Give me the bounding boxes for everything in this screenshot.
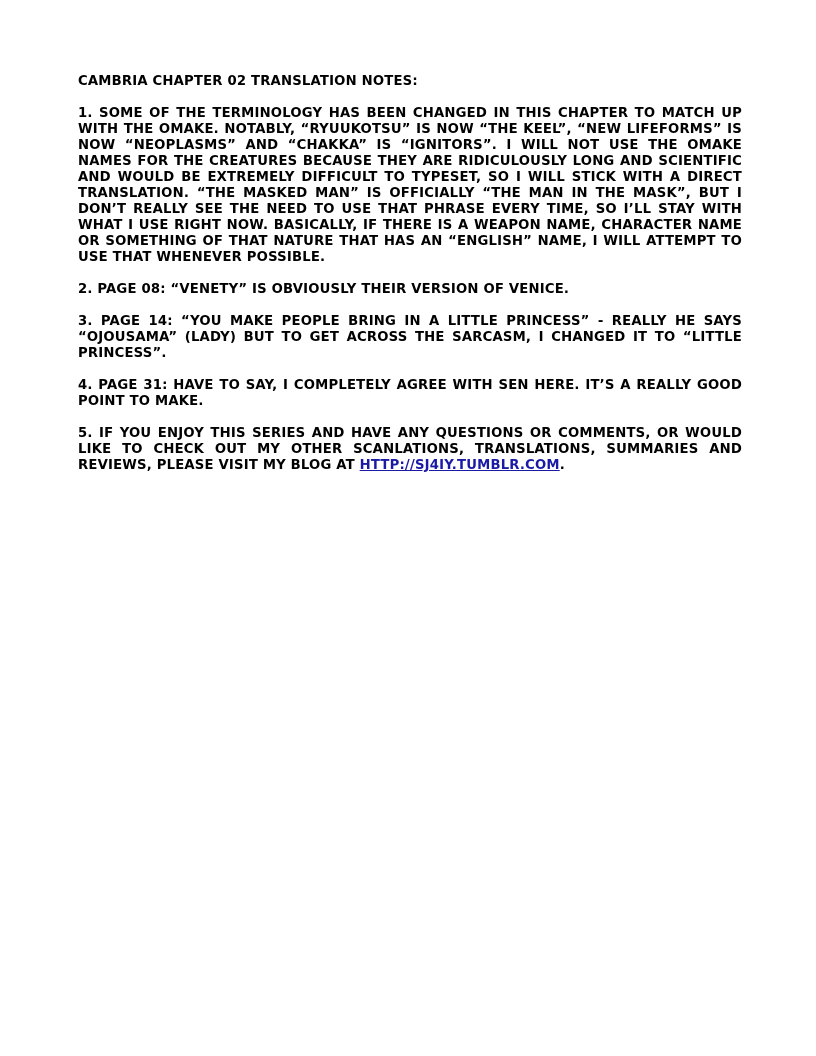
notes-title: CAMBRIA CHAPTER 02 TRANSLATION NOTES:	[78, 74, 418, 89]
translation-notes	[78, 74, 742, 490]
note-5	[78, 426, 742, 474]
note-4: 4. PAGE 31: HAVE TO SAY, I COMPLETELY AGREE WITH SEN HERE. IT’S A REALLY GOOD POINT TO MAKE.	[78, 378, 742, 409]
note-5-trailing: .	[559, 458, 565, 473]
note-3: 3. PAGE 14: “YOU MAKE PEOPLE BRING IN A LITTLE PRINCESS” - REALLY HE SAYS “OJOUSAMA” (LADY) BUT TO GET ACROSS THE SARCASM, I CHANGED IT TO “LITTLE PRINCESS”.	[78, 314, 742, 361]
note-1: 1. SOME OF THE TERMINOLOGY HAS BEEN CHANGED IN THIS CHAPTER TO MATCH UP WITH THE OMAKE. NOTABLY, “RYUUKOTSU” IS NOW “THE KEEL”, “NEW LIFEFORMS” IS NOW “NEOPLASMS” AND “CHAKKA” IS “IGNITORS”. I WILL NOT USE THE OMAKE NAMES FOR THE CREATURES BECAUSE THEY ARE RIDICULOUSLY LONG AND SCIENTIFIC AND WOULD BE EXTREMELY DIFFICULT TO TYPESET, SO I WILL STICK WITH A DIRECT TRANSLATION. “THE MASKED MAN” IS OFFICIALLY “THE MAN IN THE MASK”, BUT I DON’T REALLY SEE THE NEED TO USE THAT PHRASE EVERY TIME, SO I’LL STAY WITH WHAT I USE RIGHT NOW. BASICALLY, IF THERE IS A WEAPON NAME, CHARACTER NAME OR SOMETHING OF THAT NATURE THAT HAS AN “ENGLISH” NAME, I WILL ATTEMPT TO USE THAT WHENEVER POSSIBLE.	[78, 106, 742, 265]
blog-link[interactable]: HTTP://SJ4IY.TUMBLR.COM	[359, 458, 560, 473]
note-5-text: 5. IF YOU ENJOY THIS SERIES AND HAVE ANY QUESTIONS OR COMMENTS, OR WOULD LIKE TO CHECK OUT MY OTHER SCANLATIONS, TRANSLATIONS, SUMMARIES AND REVIEWS, PLEASE VISIT MY BLOG AT	[78, 426, 742, 473]
note-2: 2. PAGE 08: “VENETY” IS OBVIOUSLY THEIR VERSION OF VENICE.	[78, 282, 570, 297]
